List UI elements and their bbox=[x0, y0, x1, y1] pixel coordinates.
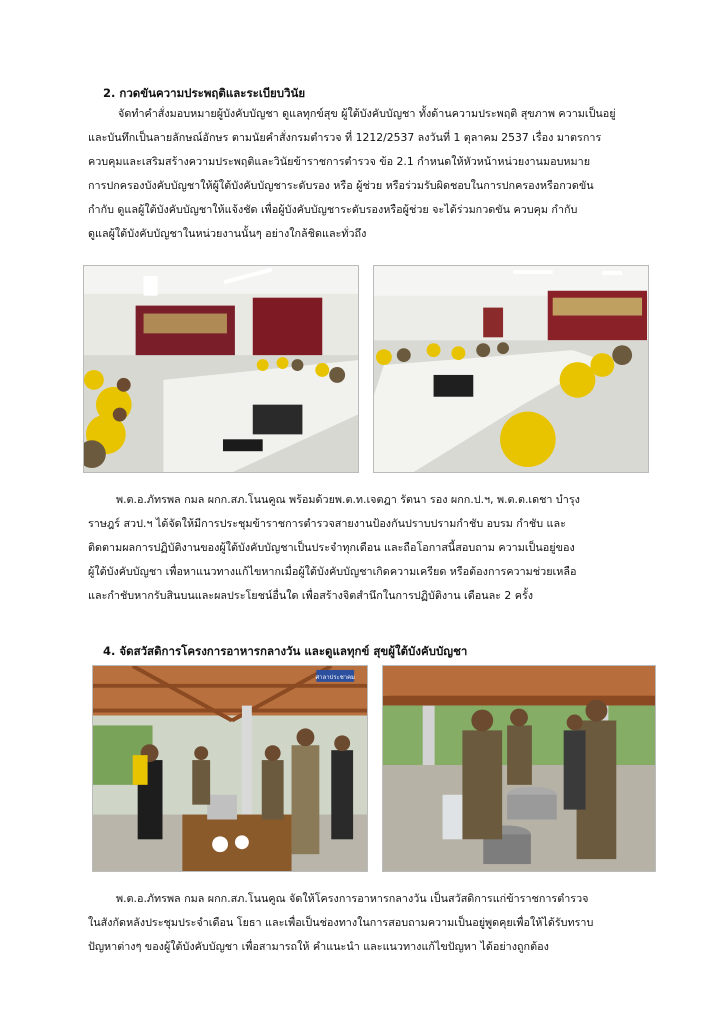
paragraph-line: และบันทึกเป็นลายลักษณ์อักษร ตามนัยคำสั่งกรมตำรวจ ที่ 1212/2537 ลงวันที่ 1 ตุลาคม 2537 เรื่อง มาตรการ bbox=[88, 131, 602, 144]
paragraph-line: การปกครองบังคับบัญชาให้ผู้ใต้บังคับบัญชาระดับรอง หรือ ผู้ช่วย หรือร่วมรับผิดชอบในการปกครองหรือกวดขัน bbox=[88, 179, 594, 192]
caption-line: ในสังกัดหลังประชุมประจำเดือน โยธา และเพื่อเป็นช่องทางในการสอบถามความเป็นอยู่พูดคุยเพื่อให้ได้รับทราบ bbox=[88, 916, 594, 929]
caption-line: ปัญหาต่างๆ ของผู้ใต้บังคับบัญชา เพื่อสามารถให้ คำแนะนำ และแนวทางแก้ไขปัญหา ได้อย่างถูกต้อง bbox=[88, 940, 549, 953]
caption-line: ผู้ใต้บังคับบัญชา เพื่อหาแนวทางแก้ไขหากเมื่อผู้ใต้บังคับบัญชาเกิดความเครียด หรือต้องการความช่วยเหลือ bbox=[88, 565, 577, 578]
caption-line: และกำชับหากรับสินบนและผลประโยชน์อื่นใด เพื่อสร้างจิตสำนึกในการปฏิบัติงาน เดือนละ 2 ครั้ง bbox=[88, 589, 534, 602]
caption-line: ราษฎร์ สวป.ฯ ได้จัดให้มีการประชุมข้าราชการตำรวจสายงานป้องกันปราบปรามกำชับ อบรม กำชับ และ bbox=[88, 517, 566, 530]
caption-line: ติดตามผลการปฏิบัติงานของผู้ใต้บังคับบัญชาเป็นประจำทุกเดือน และถือโอกาสนี้สอบถาม ความเป็นอยู่ของ bbox=[88, 541, 575, 554]
caption-line: พ.ต.อ.ภัทรพล กมล ผกก.สภ.โนนคูณ จัดให้โครงการอาหารกลางวัน เป็นสวัสดิการแก่ข้าราชการตำรวจ bbox=[116, 892, 589, 905]
section-4-heading: 4. จัดสวัสดิการโครงการอาหารกลางวัน และดูแลทุกข์ สุขผู้ใต้บังคับบัญชา bbox=[103, 644, 468, 658]
lunch-caption bbox=[88, 887, 593, 959]
paragraph-line: จัดทำคำสั่งมอบหมายผู้บังคับบัญชา ดูแลทุกข์สุข ผู้ใต้บังคับบัญชา ทั้งด้านความประพฤติ สุขภาพ ความเป็นอยู่ bbox=[118, 107, 616, 120]
meeting-photo-right bbox=[373, 265, 649, 473]
section-2-paragraph bbox=[88, 102, 616, 246]
section-2-heading: 2. กวดขันความประพฤติและระเบียบวินัย bbox=[103, 86, 306, 100]
paragraph-line: ดูแลผู้ใต้บังคับบัญชาในหน่วยงานนั้นๆ อย่างใกล้ชิดและทั่วถึง bbox=[88, 227, 367, 240]
meeting-photo-left bbox=[83, 265, 359, 473]
paragraph-line: ควบคุมและเสริมสร้างความประพฤติและวินัยข้าราชการตำรวจ ข้อ 2.1 กำหนดให้หัวหน้าหน่วยงานมอบหมาย bbox=[88, 155, 591, 168]
lunch-photo-right bbox=[382, 665, 656, 872]
caption-line: พ.ต.อ.ภัทรพล กมล ผกก.สภ.โนนคูณ พร้อมด้วยพ.ต.ท.เจตฎา รัตนา รอง ผกก.ป.ฯ, พ.ต.ต.เดชา บำรุง bbox=[116, 493, 580, 506]
lunch-photo-left bbox=[92, 665, 368, 872]
meeting-caption bbox=[88, 488, 580, 608]
paragraph-line: กำกับ ดูแลผู้ใต้บังคับบัญชาให้แจ้งชัด เพื่อผู้บังคับบัญชาระดับรองหรือผู้ช่วย จะได้ร่วมกวดขัน ควบคุม กำกับ bbox=[88, 203, 578, 216]
pavilion-sign-text: ศาลาประชาคม bbox=[315, 673, 355, 681]
